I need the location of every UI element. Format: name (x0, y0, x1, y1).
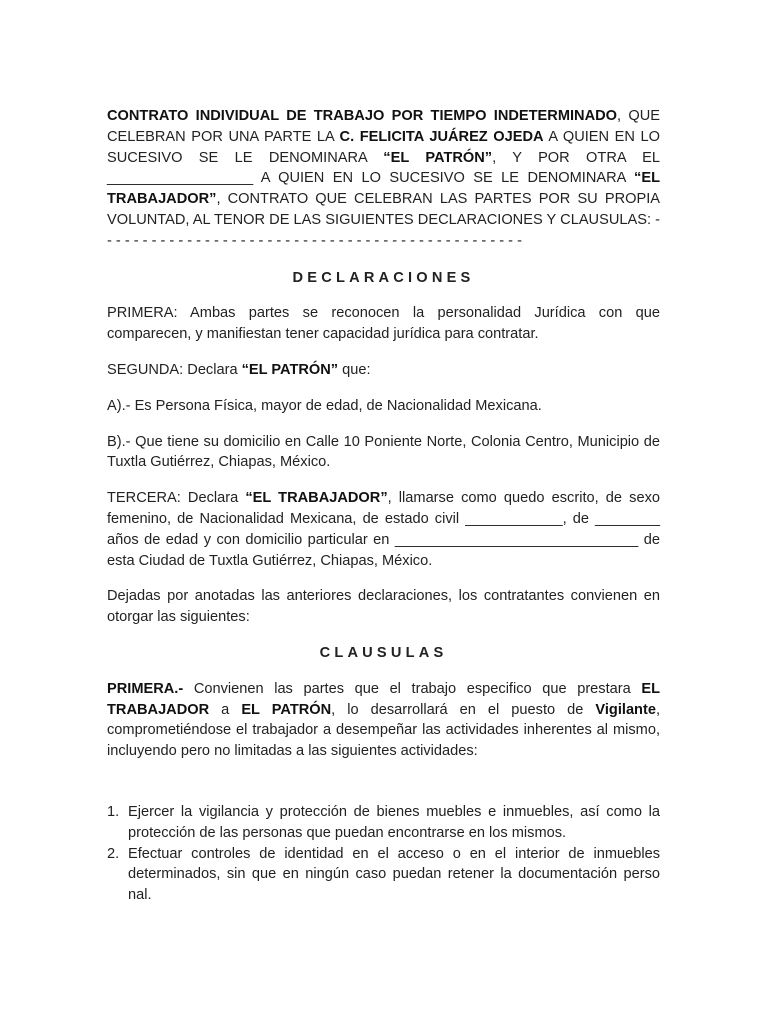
patron-name: C. FELICITA JUÁREZ OJEDA (339, 128, 544, 145)
contract-intro: CONTRATO INDIVIDUAL DE TRABAJO POR TIEMPO INDETERMINADO, QUE CELEBRAN POR UNA PARTE LA C. FELICITA JUÁREZ OJEDA A QUIEN EN LO SUCESIVO SE LE DENOMINARA “EL PATRÓN”, Y POR OTRA EL __________________ A QUIEN EN LO SUCESIVO SE LE DENOMINARA “EL TRABAJADOR”, CONTRATO QUE CELEBRAN LAS PARTES POR SU PROPIA VOLUNTAD, AL TENOR DE LAS SIGUIENTES DECLARACIONES Y CLAUSULAS: - - - - - - - - - - - - - - - - - - - - - - - - - - - - - - - - - - - - - - - - - - - - - - - - (107, 108, 660, 249)
list-item: 1. Ejercer la vigilancia y protección de bienes muebles e inmuebles, así como la protección de las personas que puedan encontrarse en los mismos. (107, 803, 660, 841)
clausulas-heading: CLAUSULAS (319, 644, 448, 661)
el-trabajador-term: “EL TRABAJADOR” (107, 170, 660, 208)
declaraciones-heading: DECLARACIONES (292, 269, 475, 286)
declaracion-segunda: SEGUNDA: Declara “EL PATRÓN” que: (107, 361, 371, 378)
list-item: 2. Efectuar controles de identidad en el acceso o en el interior de inmuebles determinados, sin que en ningún caso puedan retener la documentación perso nal. (107, 845, 660, 904)
activities-list (107, 802, 660, 906)
contract-title: CONTRATO INDIVIDUAL DE TRABAJO POR TIEMPO INDETERMINADO (107, 108, 618, 124)
declaracion-primera: PRIMERA: Ambas partes se reconocen la personalidad Jurídica con que comparecen, y manifiestan tener capacidad jurídica para contratar. (107, 305, 660, 343)
el-patron-term: “EL PATRÓN” (383, 149, 493, 166)
declaracion-tercera: TERCERA: Declara “EL TRABAJADOR”, llamarse como quedo escrito, de sexo femenino, de Nacionalidad Mexicana, de estado civil ____________, de ________ años de edad y con domicilio particular en ______________________________ de esta Ciudad de Tuxtla Gutiérrez, Chiapas, México. (107, 490, 660, 569)
declaracion-b: B).- Que tiene su domicilio en Calle 10 Poniente Norte, Colonia Centro, Municipio de Tuxtla Gutiérrez, Chiapas, México. (107, 433, 660, 471)
declaracion-a: A).- Es Persona Física, mayor de edad, de Nacionalidad Mexicana. (107, 397, 542, 414)
declaraciones-closing: Dejadas por anotadas las anteriores declaraciones, los contratantes convienen en otorgar las siguientes: (107, 588, 660, 626)
clausula-primera: PRIMERA.- Convienen las partes que el trabajo especifico que prestara EL TRABAJADOR a EL PATRÓN, lo desarrollará en el puesto de Vigilante, comprometiéndose el trabajador a desempeñar las actividades inherentes al mismo, incluyendo pero no limitadas a las siguientes actividades: (107, 680, 661, 760)
